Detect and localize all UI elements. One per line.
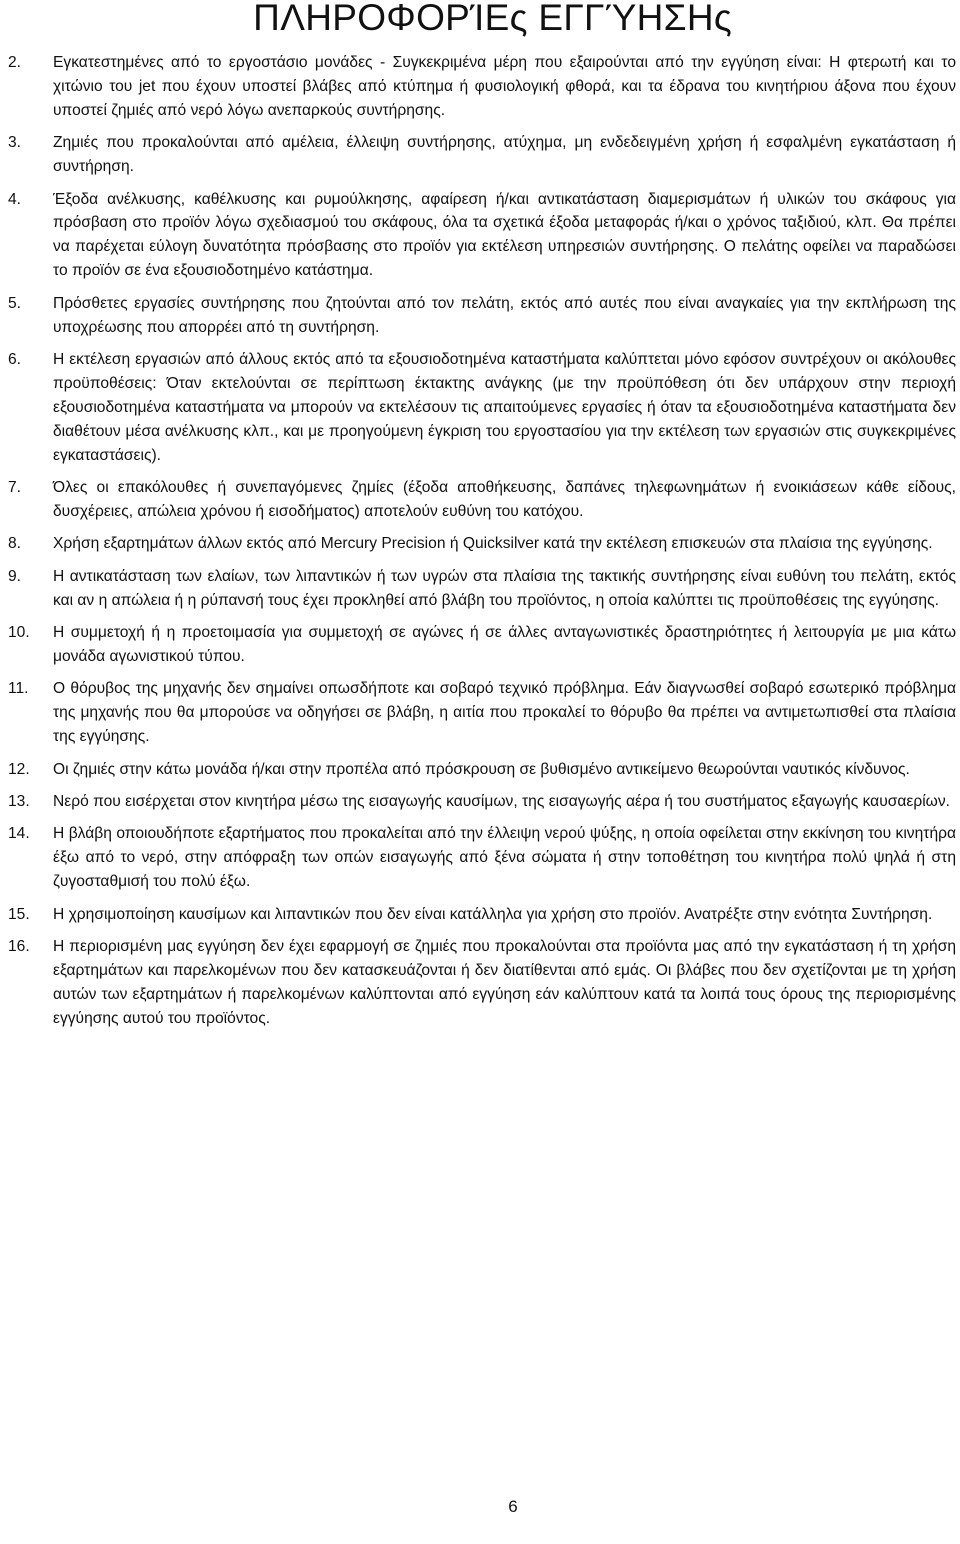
item-text: Νερό που εισέρχεται στον κινητήρα μέσω της εισαγωγής καυσίμων, της εισαγωγής αέρα ή του συστήματος εξαγωγής καυσαερίων. (53, 792, 950, 810)
list-item (8, 621, 956, 669)
warranty-exclusions-list (8, 51, 956, 1048)
item-text: Χρήση εξαρτημάτων άλλων εκτός από Mercury Precision ή Quicksilver κατά την εκτέλεση επισκευών στα πλαίσια της εγγύησης. (53, 535, 933, 553)
item-text: Η συμμετοχή ή η προετοιμασία για συμμετοχή σε αγώνες ή σε άλλες ανταγωνιστικές δραστηριότητες ή λειτουργία με μια κάτω μονάδα αγωνιστικού τύπου. (53, 624, 956, 665)
item-number: 11. (8, 680, 29, 698)
item-text: Η περιορισμένη μας εγγύηση δεν έχει εφαρμογή σε ζημιές που προκαλούνται στα προϊόντα μας από την εγκατάσταση ή τη χρήση εξαρτημάτων και παρελκομένων που δεν κατασκευάζονται ή δεν διατίθενται από εμάς. Οι βλάβες που δεν σχετίζονται με τη χρήση αυτών των εξαρτημάτων ή παρελκομένων καλύπτονται από εγγύηση εάν καλύπτουν κατά τα λοιπά τους όρους της περιορισμένης εγγύησης αυτού του προϊόντος. (53, 938, 956, 1027)
item-number: 12. (8, 760, 30, 778)
item-number: 13. (8, 792, 30, 810)
item-text: Πρόσθετες εργασίες συντήρησης που ζητούνται από τον πελάτη, εκτός από αυτές που είναι αναγκαίες για την εκπλήρωση της υποχρέωσης που απορρέει από τη συντήρηση. (53, 294, 956, 336)
list-item (8, 903, 956, 927)
list-item (8, 476, 956, 524)
item-number: 3. (8, 134, 22, 152)
item-text: Η εκτέλεση εργασιών από άλλους εκτός από τα εξουσιοδοτημένα καταστήματα καλύπτεται μόνο εφόσον συντρέχουν οι ακόλουθες προϋποθέσεις: Όταν εκτελούνται σε περίπτωση έκτακτης ανάγκης (με την προϋπόθεση ότι δεν υπάρχουν στην περιοχή εξουσιοδοτημένα καταστήματα να μπορούν να εκτελέσουν τις απαιτούμενες εργασίες ή όταν τα εξουσιοδοτημένα καταστήματα δεν διαθέτουν μέσα ανέλκυσης κλπ., και με προηγούμενη έγκριση του εργοστασίου για την εκτέλεση των εργασιών στις συγκεκριμένες εγκαταστάσεις). (53, 350, 956, 464)
list-item (8, 348, 956, 468)
list-item (8, 188, 956, 284)
item-text: Οι ζημιές στην κάτω μονάδα ή/και στην προπέλα από πρόσκρουση σε βυθισμένο αντικείμενο θεωρούνται ναυτικός κίνδυνος. (53, 760, 910, 778)
list-item (8, 131, 956, 179)
item-number: 9. (8, 567, 22, 585)
item-number: 2. (8, 54, 22, 71)
item-number: 5. (8, 294, 22, 312)
list-item (8, 677, 956, 749)
item-text: Η βλάβη οποιουδήποτε εξαρτήματος που προκαλείται από την έλλειψη νερού ψύξης, η οποία οφείλεται στην εκκίνηση του κινητήρα έξω από το νερό, στην απόφραξη των οπών εισαγωγής από ξένα σώματα ή στην τοποθέτηση του κινητήρα πολύ ψηλά ή στη ζυγοσταθμισή του πολύ έξω. (53, 825, 956, 891)
item-number: 7. (8, 479, 22, 496)
item-text: Η χρησιμοποίηση καυσίμων και λιπαντικών που δεν είναι κατάλληλα για χρήση στο προϊόν. Ανατρέξτε στην ενότητα Συντήρηση. (53, 905, 933, 923)
item-number: 6. (8, 350, 22, 368)
item-text: Έξοδα ανέλκυσης, καθέλκυσης και ρυμούλκησης, αφαίρεση ή/και αντικατάσταση διαμερισμάτων ή υλικών του σκάφους για πρόσβαση στο προϊόν λόγω σχεδιασμού του σκάφους, όλα τα σχετικά έξοδα μεταφοράς ή/και ο χρόνος ταξιδιού, κλπ. Θα πρέπει να παρέχεται εύλογη δυνατότητα πρόσβασης στο προϊόν για εκτέλεση υπηρεσιών συντήρησης. Ο πελάτης οφείλει να παραδώσει το προϊόν σε ένα εξουσιοδοτημένο κατάστημα. (53, 190, 956, 280)
list-item (8, 822, 956, 894)
list-item (8, 565, 956, 613)
item-text: Όλες οι επακόλουθες ή συνεπαγόμενες ζημίες (έξοδα αποθήκευσης, δαπάνες τηλεφωνημάτων ή ενοικιάσεων κάθε είδους, δυσχέρειες, απώλεια χρόνου ή εισοδήματος) αποτελούν ευθύνη του κατόχου. (53, 479, 956, 520)
item-text: Ζημιές που προκαλούνται από αμέλεια, έλλειψη συντήρησης, ατύχημα, μη ενδεδειγμένη χρήση ή εσφαλμένη εγκατάσταση ή συντήρηση. (53, 134, 956, 176)
item-number: 14. (8, 825, 30, 843)
item-number: 16. (8, 938, 30, 955)
item-number: 10. (8, 624, 30, 642)
page-number: 6 (508, 1497, 518, 1516)
list-item (8, 935, 956, 1031)
list-item (8, 790, 956, 814)
item-number: 4. (8, 190, 22, 208)
page-title: ΠΛΗΡΟΦΟΡΊΕς ΕΓΓΎΗΣΗς (253, 0, 732, 38)
item-text: Εγκατεστημένες από το εργοστάσιο μονάδες - Συγκεκριμένα μέρη που εξαιρούνται από την εγγύηση είναι: Η φτερωτή και το χιτώνιο του jet που έχουν υποστεί βλάβες από κτύπημα ή φυσιολογική φθορά, και τα έδρανα του κινητήριου άξονα που έχουν υποστεί ζημιές από νερό λόγω ανεπαρκούς συντήρησης. (53, 54, 956, 119)
list-item (8, 292, 956, 340)
item-text: Η αντικατάσταση των ελαίων, των λιπαντικών ή των υγρών στα πλαίσια της τακτικής συντήρησης είναι ευθύνη του πελάτη, εκτός και αν η απώλεια ή η ρύπανσή τους έχει προκληθεί από βλάβη του προϊόντος, η οποία καλύπτει τις προϋποθέσεις της εγγύησης. (53, 567, 956, 609)
list-item (8, 758, 956, 782)
item-number: 15. (8, 905, 30, 923)
item-number: 8. (8, 535, 22, 553)
item-text: Ο θόρυβος της μηχανής δεν σημαίνει οπωσδήποτε και σοβαρό τεχνικό πρόβλημα. Εάν διαγνωσθεί σοβαρό εσωτερικό πρόβλημα της μηχανής που θα μπορούσε να οδηγήσει σε βλάβη, η αιτία που προκαλεί το θόρυβο θα πρέπει να αντιμετωπισθεί στα πλαίσια της εγγύησης. (53, 680, 956, 746)
list-item (8, 532, 956, 556)
list-item (8, 51, 956, 123)
